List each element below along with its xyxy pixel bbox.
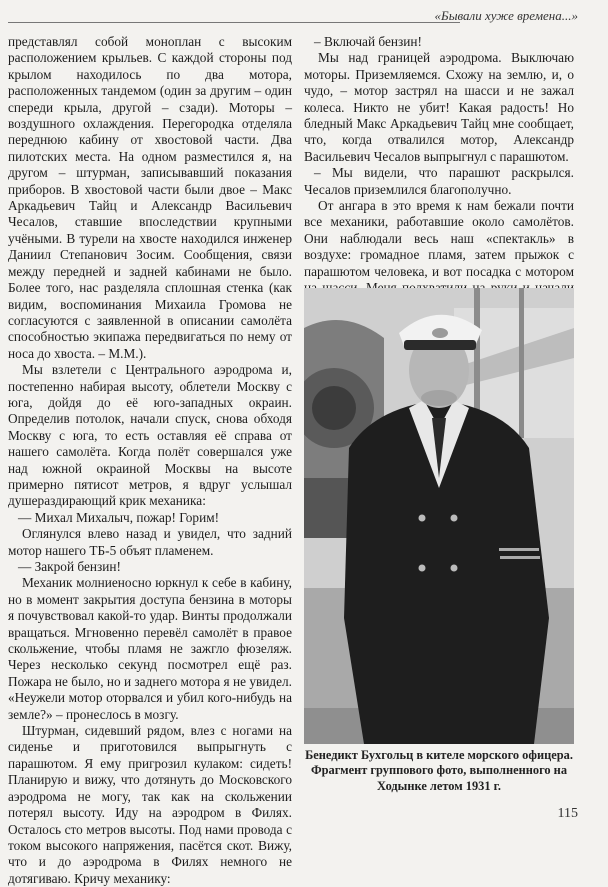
- left-column: [8, 34, 292, 887]
- photo-caption: Бенедикт Бухгольц в кителе морского офицера. Фрагмент группового фото, выполненного на Ходынке летом 1931 г.: [305, 748, 573, 793]
- dialogue-line: – Включай бензин!: [314, 34, 422, 49]
- right-column: [304, 34, 574, 313]
- paragraph: Механик молниеносно юркнул к себе в кабину, но в момент закрытия доступа бензина в моторы я почувствовал какой-то удар. Винты продолжали вращаться. Мгновенно перевёл самолёт в правое скольжение, чтобы пламя не зажгло фюзеляж. Через несколько секунд посмотрел ещё раз. Пожара не было, но и заднего мотора я не увидел. «Неужели мотор оторвался и убил кого-нибудь на земле?» – пронеслось в мозгу.: [8, 575, 292, 722]
- page-number: 115: [557, 806, 578, 821]
- dialogue-line: — Михал Михалыч, пожар! Горим!: [18, 509, 220, 525]
- paragraph: Мы над границей аэродрома. Выключаю моторы. Приземляемся. Схожу на землю, и, о чудо, – мотор застрял на шасси и не зажал колеса. Никто не убит! Какая радость! Но бледный Макс Аркадьевич Тайц мне сообщает, что, когда отвалился мотор, Александр Васильевич Чесалов выпрыгнул с парашютом.: [304, 50, 574, 164]
- portrait-photo: [304, 288, 574, 744]
- paragraph: Мы взлетели с Центрального аэродрома и, постепенно набирая высоту, облетели Москву с юга, дойдя до её юго-западных окраин. Определив потолок, начали спуск, снова обходя Москву с юга, то есть оставляя её справа от нашего самолёта. Когда полёт совершался уже над южной окраиной Москвы на высоте примерно пятисот метров, я вдруг услышал душераздирающий крик механика:: [8, 362, 292, 509]
- paragraph: представлял собой моноплан с высоким расположением крыльев. С каждой стороны под крылом находилось по два мотора, расположенных тандемом (один за другим – один спереди крыла, другой – сзади). Моторы – воздушного охлаждения. Перегородка отделяла переднюю кабину от хвостовой части. Два пилотских места. На одном разместился я, на другом – штурман, записывавший показания приборов. В хвостовой части были двое – Макс Аркадьевич Тайц и Александр Васильевич Чесалов, ставшие впоследствии крупными учёными. В турели на хвосте находился инженер Даниил Степанович Зосим. Сообщения, связи между передней и задней кабинами не было. Более того, нас разделяла сплошная стенка (как видим, воспоминания Михаила Громова не согласуются с заявленной в описании самолёта способностью экипажа передвигаться по нему от носа до хвоста. – М.М.).: [8, 34, 292, 361]
- header-rule: [8, 22, 460, 23]
- paragraph: Штурман, сидевший рядом, влез с ногами на сиденье и приготовился выпрыгнуть с парашютом. Я ему пригрозил кулаком: сидеть! Планирую и вижу, что дотянуть до Московского аэродрома не могу, так как на скольжении потерял высоту. Иду на аэродром в Филях. Осталось сто метров высоты. Под нами провода с током высокого напряжения, пасётся скот. Вижу, что и до аэродрома в Филях немного не дотягиваю. Кричу механику:: [8, 723, 292, 886]
- paragraph: От ангара в это время к нам бежали почти все механики, работавшие около самолётов. Они наблюдали весь наш «спектакль» в воздухе: громадное пламя, затем прыжок с парашютом человека, и вот посадка с мотором: [304, 198, 574, 279]
- dialogue-line: – Мы видели, что парашют раскрылся. Чесалов приземлился благополучно.: [304, 165, 574, 197]
- dialogue-line: — Закрой бензин!: [18, 559, 121, 574]
- running-head: «Бывали хуже времена...»: [434, 8, 578, 23]
- paragraph: Оглянулся влево назад и увидел, что задний мотор нашего ТБ-5 объят пламенем.: [8, 526, 292, 558]
